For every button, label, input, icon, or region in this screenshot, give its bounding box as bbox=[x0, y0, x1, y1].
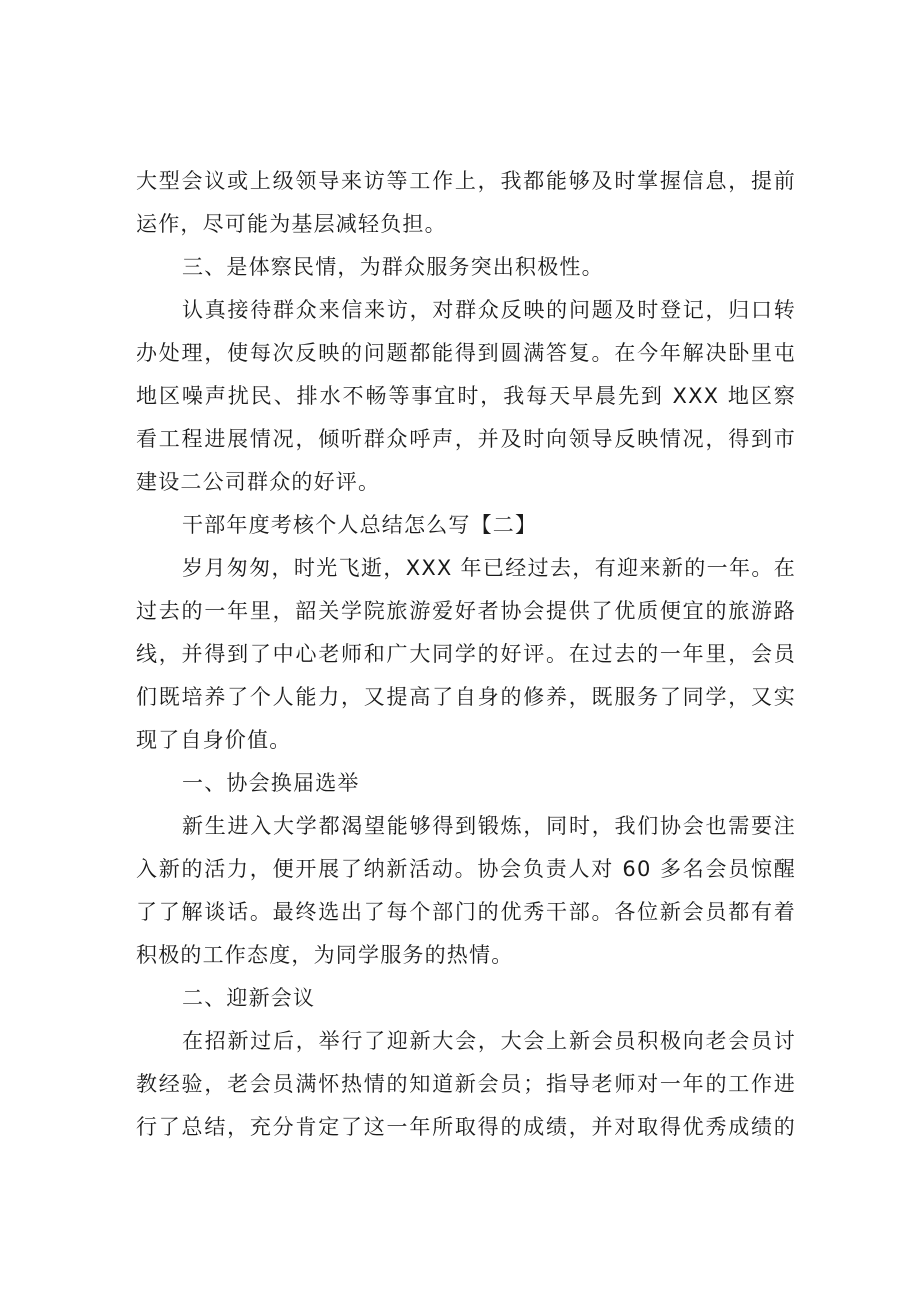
text-line: 入新的活力，便开展了纳新活动。协会负责人对 60 多名会员惊醒 bbox=[136, 857, 796, 881]
text-line: 大型会议或上级领导来访等工作上，我都能够及时掌握信息，提前 bbox=[136, 169, 796, 193]
text-line: 岁月匆匆，时光飞逝，XXX 年已经过去，有迎来新的一年。在 bbox=[182, 556, 796, 580]
text-line: 看工程进展情况，倾听群众呼声，并及时向领导反映情况，得到市 bbox=[136, 427, 796, 451]
text-line: 教经验，老会员满怀热情的知道新会员；指导老师对一年的工作进 bbox=[136, 1072, 796, 1096]
text-line: 线，并得到了中心老师和广大同学的好评。在过去的一年里，会员 bbox=[136, 642, 796, 666]
text-line: 建设二公司群众的好评。 bbox=[136, 470, 381, 494]
text-line: 行了总结，充分肯定了这一年所取得的成绩，并对取得优秀成绩的 bbox=[136, 1115, 796, 1139]
text-line: 现了自身价值。 bbox=[136, 728, 292, 752]
text-line: 办处理，使每次反映的问题都能得到圆满答复。在今年解决卧里屯 bbox=[136, 341, 796, 365]
article-title: 干部年度考核个人总结怎么写【二】 bbox=[182, 513, 538, 537]
text-line: 积极的工作态度，为同学服务的热情。 bbox=[136, 943, 514, 967]
text-line: 认真接待群众来信来访，对群众反映的问题及时登记，归口转 bbox=[182, 298, 796, 322]
section-heading: 三、是体察民情，为群众服务突出积极性。 bbox=[182, 255, 604, 279]
text-line: 过去的一年里，韶关学院旅游爱好者协会提供了优质便宜的旅游路 bbox=[136, 599, 796, 623]
section-heading: 一、协会换届选举 bbox=[182, 771, 360, 795]
text-line: 新生进入大学都渴望能够得到锻炼，同时，我们协会也需要注 bbox=[182, 814, 796, 838]
text-line: 地区噪声扰民、排水不畅等事宜时，我每天早晨先到 XXX 地区察 bbox=[136, 384, 796, 408]
document-body bbox=[136, 160, 796, 1149]
text-line: 运作，尽可能为基层减轻负担。 bbox=[136, 212, 447, 236]
text-line: 在招新过后，举行了迎新大会，大会上新会员积极向老会员讨 bbox=[182, 1029, 796, 1053]
section-heading: 二、迎新会议 bbox=[182, 986, 316, 1010]
text-line: 了了解谈话。最终选出了每个部门的优秀干部。各位新会员都有着 bbox=[136, 900, 796, 924]
text-line: 们既培养了个人能力，又提高了自身的修养，既服务了同学，又实 bbox=[136, 685, 796, 709]
